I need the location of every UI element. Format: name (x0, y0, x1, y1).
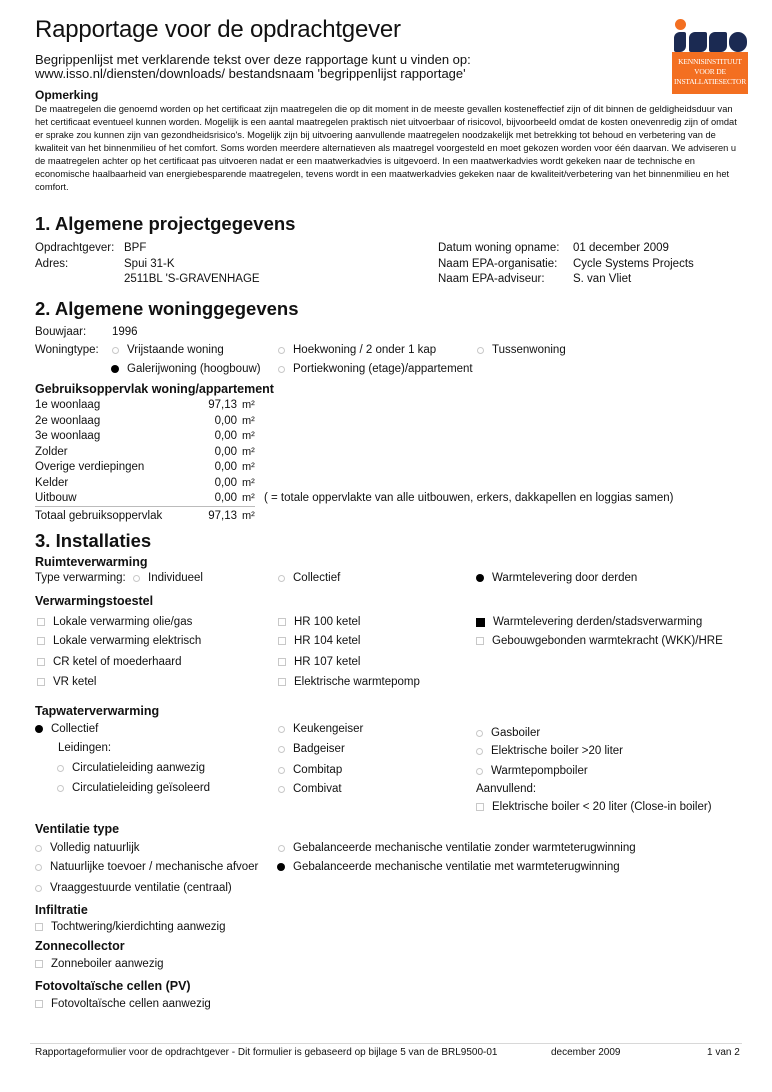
option-label: HR 100 ketel (294, 616, 361, 628)
remark-text: De maatregelen die genoemd worden op het certificaat zijn maatregelen die op dit moment in de meeste gevallen kosteneffectief zijn of dit binnen de geldigheidsduur van het certificaat eventueel kunnen worden. Mogelijk is een aantal maatregelen praktisch niet uitvoerbaar of risicovol, bijvoorbeeld omdat de kosten onevenredig zijn of omdat er sprake zou kunnen zijn van gezondheidsrisico's. Mogelijk zijn bij uitvoering aanvullende maatregelen noodzakelijk met betrekking tot behoud en verbetering van de kwaliteit van het binnenmilieu of het comfort. Soms worden meerdere alternatieven als maatregel voorgesteld en moet gekozen worden voor één daarvan. We adviseren u de maatregelen achter op het certificaat pas uitvoeren nadat er een maatwerkadvies is uitgevoerd. In een maatwerkadvies wordt gekeken naar de technische en economische haalbaarheid van energiebesparende maatregelen, tevens wordt in een maatwerkadvies gekeken naar de kwaliteit/verbetering van het binnenmilieu en het comfort. (35, 104, 737, 192)
ventilation-option[interactable] (35, 882, 232, 894)
option-label: Hoekwoning / 2 onder 1 kap (293, 344, 437, 356)
area-unit: m² (242, 415, 255, 427)
epa-org-value: Cycle Systems Projects (573, 258, 694, 270)
area-unit: m² (242, 430, 255, 442)
tapwater-option[interactable] (476, 745, 623, 757)
footer-date: december 2009 (551, 1047, 621, 1058)
area-unit: m² (242, 461, 255, 473)
option-label: Elektrische boiler < 20 liter (Close-in boiler) (492, 801, 712, 813)
heating-device-checkbox[interactable] (37, 616, 192, 628)
radio-unselected-icon[interactable] (278, 347, 285, 354)
tapwater-option[interactable] (278, 743, 345, 755)
heating-device-checkbox[interactable] (37, 676, 96, 688)
logo-line-2: VOOR DE (694, 67, 726, 76)
heating-device-heading: Verwarmingstoestel (35, 594, 154, 608)
date-value: 01 december 2009 (573, 242, 669, 254)
option-label: Volledig natuurlijk (50, 842, 140, 854)
intro-line-2: www.isso.nl/diensten/downloads/ bestandsnaam 'begrippenlijst rapportage' (35, 66, 466, 81)
heating-type-option-selected[interactable] (476, 572, 637, 584)
radio-unselected-icon[interactable] (35, 864, 42, 871)
epa-advisor-label: Naam EPA-adviseur: (438, 273, 545, 285)
option-label: Individueel (148, 572, 203, 584)
option-label: Combivat (293, 783, 342, 795)
radio-unselected-icon[interactable] (476, 730, 483, 737)
radio-unselected-icon[interactable] (476, 768, 483, 775)
section1-heading: 1. Algemene projectgegevens (35, 213, 296, 234)
pipes-option[interactable] (57, 782, 210, 794)
option-label: Tochtwering/kierdichting aanwezig (51, 921, 226, 933)
area-value: 0,00 (214, 477, 237, 489)
area-unit: m² (242, 492, 255, 504)
option-label: Gasboiler (491, 727, 541, 739)
option-label: Natuurlijke toevoer / mechanische afvoer (50, 861, 259, 873)
total-area-value: 97,13 (208, 510, 237, 522)
radio-unselected-icon[interactable] (477, 347, 484, 354)
footer-divider (30, 1043, 742, 1044)
radio-selected-icon[interactable] (476, 574, 484, 582)
option-label: Circulatieleiding geïsoleerd (72, 782, 211, 794)
area-note: ( = totale oppervlakte van alle uitbouwen, erkers, dakkapellen en loggias samen) (264, 492, 674, 504)
radio-unselected-icon[interactable] (278, 746, 285, 753)
epa-advisor-value: S. van Vliet (573, 273, 632, 285)
logo-tagline (672, 52, 748, 94)
option-label: Lokale verwarming elektrisch (53, 635, 202, 647)
tapwater-option[interactable] (278, 723, 363, 735)
heating-type-option[interactable] (133, 572, 203, 584)
tapwater-option[interactable] (476, 727, 540, 739)
option-label: Gebalanceerde mechanische ventilatie met warmteterugwinning (293, 861, 620, 873)
dwelling-type-option-selected[interactable] (111, 363, 261, 375)
heating-device-checkbox[interactable] (278, 676, 420, 688)
checkbox-unchecked-icon[interactable] (35, 1000, 43, 1008)
option-label: CR ketel of moederhaard (53, 656, 182, 668)
pv-heading: Fotovoltaïsche cellen (PV) (35, 979, 191, 993)
year-value: 1996 (112, 326, 138, 338)
pipes-label: Leidingen: (58, 742, 112, 754)
footer-page-number: 1 van 2 (707, 1047, 740, 1058)
option-label: Fotovoltaïsche cellen aanwezig (51, 998, 211, 1010)
heating-device-checkbox[interactable] (278, 635, 360, 647)
remark-heading: Opmerking (35, 88, 99, 102)
address-line-2: 2511BL 'S-GRAVENHAGE (124, 273, 260, 285)
option-label: Badgeiser (293, 743, 345, 755)
ventilation-option[interactable] (35, 842, 140, 854)
tapwater-option[interactable] (278, 783, 342, 795)
client-value: BPF (124, 242, 147, 254)
dwelling-type-label: Woningtype: (35, 344, 99, 356)
area-unit: m² (242, 510, 255, 522)
page-title: Rapportage voor de opdrachtgever (35, 16, 401, 43)
radio-unselected-icon[interactable] (278, 786, 285, 793)
radio-unselected-icon[interactable] (278, 845, 285, 852)
option-label: VR ketel (53, 676, 97, 688)
radio-unselected-icon[interactable] (278, 575, 285, 582)
option-label: Keukengeiser (293, 723, 364, 735)
space-heating-heading: Ruimteverwarming (35, 555, 148, 569)
checkbox-unchecked-icon[interactable] (37, 658, 45, 666)
option-label: Vraaggestuurde ventilatie (centraal) (50, 882, 232, 894)
area-value: 0,00 (214, 461, 237, 473)
dwelling-type-option[interactable] (112, 344, 224, 356)
checkbox-unchecked-icon[interactable] (37, 618, 45, 626)
area-label: Zolder (35, 446, 68, 458)
epa-org-label: Naam EPA-organisatie: (438, 258, 558, 270)
logo-line-3: INSTALLATIESECTOR (673, 77, 747, 86)
radio-unselected-icon[interactable] (278, 767, 285, 774)
option-label: Combitap (293, 764, 343, 776)
dwelling-type-option[interactable] (278, 363, 473, 375)
checkbox-unchecked-icon[interactable] (278, 637, 286, 645)
solar-collector-checkbox[interactable] (35, 958, 164, 970)
option-label: Vrijstaande woning (127, 344, 224, 356)
option-label: Lokale verwarming olie/gas (53, 616, 193, 628)
aanvullend-label: Aanvullend: (476, 783, 537, 795)
address-label: Adres: (35, 258, 69, 270)
area-value: 97,13 (208, 399, 237, 411)
option-label: HR 104 ketel (294, 635, 361, 647)
area-value: 0,00 (214, 415, 237, 427)
ventilation-option-selected[interactable] (277, 861, 620, 873)
infiltration-checkbox[interactable] (35, 921, 226, 933)
radio-selected-icon[interactable] (277, 863, 285, 871)
option-label: Elektrische warmtepomp (294, 676, 420, 688)
area-unit: m² (242, 399, 255, 411)
year-label: Bouwjaar: (35, 326, 87, 338)
area-value: 0,00 (214, 492, 237, 504)
area-label: Kelder (35, 477, 69, 489)
radio-unselected-icon[interactable] (278, 726, 285, 733)
radio-unselected-icon[interactable] (112, 347, 119, 354)
checkbox-unchecked-icon[interactable] (476, 637, 484, 645)
area-label: Overige verdiepingen (35, 461, 145, 473)
tapwater-heading: Tapwaterverwarming (35, 704, 160, 718)
option-label: HR 107 ketel (294, 656, 361, 668)
infiltration-heading: Infiltratie (35, 903, 88, 917)
checkbox-unchecked-icon[interactable] (278, 658, 286, 666)
client-label: Opdrachtgever: (35, 242, 115, 254)
heating-device-checkbox[interactable] (278, 656, 360, 668)
option-label: Collectief (51, 723, 99, 735)
logo-wordmark (672, 18, 748, 54)
logo-letter-o (729, 32, 747, 52)
heating-device-checkbox[interactable] (37, 635, 201, 647)
intro-line-1: Begrippenlijst met verklarende tekst over deze rapportage kunt u vinden op: (35, 52, 471, 67)
radio-unselected-icon[interactable] (57, 765, 64, 772)
heating-type-label: Type verwarming: (35, 572, 126, 584)
option-label: Gebouwgebonden warmtekracht (WKK)/HRE (492, 635, 723, 647)
area-unit: m² (242, 477, 255, 489)
option-label: Warmtelevering door derden (492, 572, 638, 584)
area-value: 0,00 (214, 430, 237, 442)
logo-letter-s1 (689, 32, 707, 52)
tapwater-extra-checkbox[interactable] (476, 801, 712, 813)
heating-type-option[interactable] (278, 572, 340, 584)
heating-device-checkbox[interactable] (278, 616, 360, 628)
logo-letter-i (674, 32, 686, 52)
section3-heading: 3. Installaties (35, 530, 152, 551)
area-label: 2e woonlaag (35, 415, 101, 427)
area-value: 0,00 (214, 446, 237, 458)
total-area-label: Totaal gebruiksoppervlak (35, 510, 163, 522)
checkbox-unchecked-icon[interactable] (278, 618, 286, 626)
address-line-1: Spui 31-K (124, 258, 175, 270)
ventilation-option[interactable] (35, 861, 258, 873)
ventilation-option[interactable] (278, 842, 636, 854)
checkbox-unchecked-icon[interactable] (278, 678, 286, 686)
ventilation-heading: Ventilatie type (35, 822, 120, 836)
isso-logo (672, 18, 748, 94)
date-label: Datum woning opname: (438, 242, 560, 254)
pv-checkbox[interactable] (35, 998, 211, 1010)
radio-unselected-icon[interactable] (57, 785, 64, 792)
dwelling-type-option[interactable] (477, 344, 566, 356)
radio-unselected-icon[interactable] (133, 575, 140, 582)
checkbox-checked-icon[interactable] (476, 618, 485, 627)
radio-unselected-icon[interactable] (35, 885, 42, 892)
radio-selected-icon[interactable] (111, 365, 119, 373)
checkbox-unchecked-icon[interactable] (37, 678, 45, 686)
area-label: 1e woonlaag (35, 399, 101, 411)
radio-unselected-icon[interactable] (35, 845, 42, 852)
area-heading: Gebruiksoppervlak woning/appartement (35, 382, 274, 396)
option-label: Circulatieleiding aanwezig (72, 762, 205, 774)
option-label: Gebalanceerde mechanische ventilatie zonder warmteterugwinning (293, 842, 636, 854)
option-label: Collectief (293, 572, 341, 584)
option-label: Elektrische boiler >20 liter (491, 745, 623, 757)
logo-line-1: KENNISINSTITUUT (678, 57, 742, 66)
area-unit: m² (242, 446, 255, 458)
radio-unselected-icon[interactable] (278, 366, 285, 373)
radio-selected-icon[interactable] (35, 725, 43, 733)
area-label: 3e woonlaag (35, 430, 101, 442)
pipes-option[interactable] (57, 762, 205, 774)
option-label: Zonneboiler aanwezig (51, 958, 164, 970)
option-label: Warmtelevering derden/stadsverwarming (493, 616, 703, 628)
option-label: Warmtepompboiler (491, 765, 588, 777)
heating-device-checkbox-checked[interactable] (476, 616, 702, 628)
heating-device-checkbox[interactable] (37, 656, 181, 668)
footer-form-text: Rapportageformulier voor de opdrachtgever - Dit formulier is gebaseerd op bijlage 5 van de BRL9500-01 (35, 1047, 498, 1058)
dwelling-type-option[interactable] (278, 344, 436, 356)
checkbox-unchecked-icon[interactable] (35, 960, 43, 968)
option-label: Galerijwoning (hoogbouw) (127, 363, 261, 375)
option-label: Tussenwoning (492, 344, 566, 356)
tapwater-option[interactable] (278, 764, 342, 776)
logo-letter-s2 (709, 32, 727, 52)
checkbox-unchecked-icon[interactable] (476, 803, 484, 811)
radio-unselected-icon[interactable] (476, 748, 483, 755)
heating-device-checkbox[interactable] (476, 635, 723, 647)
checkbox-unchecked-icon[interactable] (37, 637, 45, 645)
tapwater-option[interactable] (476, 765, 588, 777)
tapwater-collectief-selected[interactable] (35, 723, 98, 735)
option-label: Portiekwoning (etage)/appartement (293, 363, 473, 375)
solar-collector-heading: Zonnecollector (35, 939, 125, 953)
area-label: Uitbouw (35, 492, 77, 504)
section2-heading: 2. Algemene woninggegevens (35, 298, 299, 319)
checkbox-unchecked-icon[interactable] (35, 923, 43, 931)
logo-dot-icon (675, 19, 686, 30)
